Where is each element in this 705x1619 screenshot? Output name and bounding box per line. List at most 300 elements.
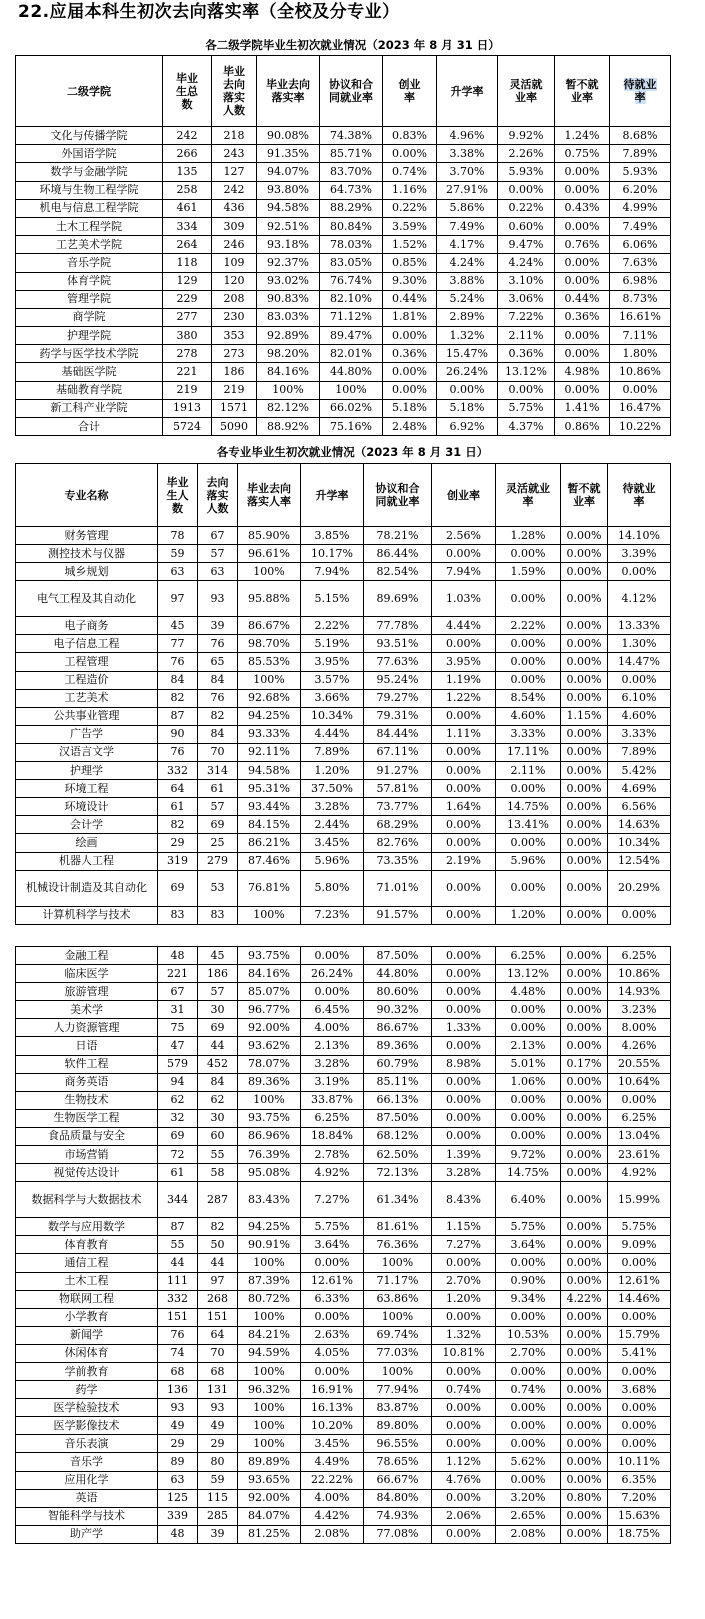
placement-rate-cell: 87.39% bbox=[238, 1272, 301, 1290]
c8-cell: 0.00% bbox=[561, 1308, 608, 1326]
c6-cell: 1.22% bbox=[432, 689, 496, 707]
placement-rate-cell: 80.72% bbox=[238, 1290, 301, 1308]
name-cell: 医学影像技术 bbox=[16, 1417, 158, 1435]
c6-cell: 1.12% bbox=[432, 1453, 496, 1471]
c7-cell: 13.12% bbox=[496, 965, 561, 983]
placed-cell: 120 bbox=[212, 272, 257, 290]
c6-cell: 4.44% bbox=[432, 617, 496, 635]
placement-rate-cell: 89.89% bbox=[238, 1453, 301, 1471]
pending-rate-cell: 6.35% bbox=[608, 1471, 671, 1489]
c5-cell: 62.50% bbox=[364, 1146, 432, 1164]
col-header-pending-rate: 待就业率 bbox=[608, 464, 671, 527]
name-cell: 外国语学院 bbox=[16, 145, 163, 163]
c4-cell: 4.05% bbox=[301, 1344, 364, 1362]
pending-rate-cell: 6.25% bbox=[608, 1109, 671, 1127]
placement-rate-cell: 91.35% bbox=[257, 145, 320, 163]
name-cell: 音乐学院 bbox=[16, 254, 163, 272]
c4-cell: 4.42% bbox=[301, 1507, 364, 1525]
c5-cell: 74.93% bbox=[364, 1507, 432, 1525]
c8-cell: 0.00% bbox=[561, 1471, 608, 1489]
c7-cell: 9.72% bbox=[496, 1146, 561, 1164]
pending-rate-cell: 6.06% bbox=[610, 236, 671, 254]
c8-cell: 0.00% bbox=[561, 852, 608, 870]
placement-rate-cell: 83.43% bbox=[238, 1182, 301, 1218]
graduates-cell: 242 bbox=[163, 127, 212, 145]
pending-rate-cell: 14.93% bbox=[608, 983, 671, 1001]
name-cell: 工程造价 bbox=[16, 671, 158, 689]
graduates-cell: 87 bbox=[158, 1218, 198, 1236]
col-header-flexible-rate: 灵活就业率 bbox=[498, 56, 555, 127]
c6-cell: 4.96% bbox=[437, 127, 498, 145]
graduates-cell: 97 bbox=[158, 581, 198, 617]
c8-cell: 0.00% bbox=[561, 581, 608, 617]
placement-rate-cell: 92.00% bbox=[238, 1489, 301, 1507]
major-row bbox=[16, 707, 671, 725]
placed-cell: 314 bbox=[198, 762, 238, 780]
c7-cell: 0.00% bbox=[496, 1091, 561, 1109]
graduates-cell: 332 bbox=[158, 762, 198, 780]
graduates-cell: 61 bbox=[158, 1164, 198, 1182]
c8-cell: 0.00% bbox=[555, 217, 610, 235]
c4-cell: 33.87% bbox=[301, 1091, 364, 1109]
pending-rate-cell: 15.79% bbox=[608, 1326, 671, 1344]
col-header-college: 二级学院 bbox=[16, 56, 163, 127]
c6-cell: 7.94% bbox=[432, 563, 496, 581]
c7-cell: 9.34% bbox=[496, 1290, 561, 1308]
col-header-placed-count: 毕业去向落实人数 bbox=[212, 56, 257, 127]
name-cell: 绘画 bbox=[16, 834, 158, 852]
placed-cell: 64 bbox=[198, 1326, 238, 1344]
placement-rate-cell: 92.89% bbox=[257, 327, 320, 345]
pending-rate-cell: 10.86% bbox=[610, 363, 671, 381]
college-table-header-row bbox=[16, 56, 671, 127]
c8-cell: 1.15% bbox=[561, 707, 608, 725]
c8-cell: 0.00% bbox=[561, 906, 608, 924]
c4-cell: 4.49% bbox=[301, 1453, 364, 1471]
c7-cell: 0.00% bbox=[496, 581, 561, 617]
name-cell: 人力资源管理 bbox=[16, 1019, 158, 1037]
graduates-cell: 69 bbox=[158, 1127, 198, 1145]
major-row bbox=[16, 617, 671, 635]
pending-rate-cell: 10.86% bbox=[608, 965, 671, 983]
c4-cell: 44.80% bbox=[320, 363, 383, 381]
pending-rate-cell: 14.10% bbox=[608, 527, 671, 545]
name-cell: 计算机科学与技术 bbox=[16, 906, 158, 924]
placed-cell: 109 bbox=[212, 254, 257, 272]
pending-rate-cell: 4.26% bbox=[608, 1037, 671, 1055]
c8-cell: 0.00% bbox=[555, 254, 610, 272]
pending-rate-cell: 12.61% bbox=[608, 1272, 671, 1290]
placement-rate-cell: 92.11% bbox=[238, 743, 301, 761]
name-cell: 体育学院 bbox=[16, 272, 163, 290]
graduates-cell: 48 bbox=[158, 1525, 198, 1543]
major-row bbox=[16, 798, 671, 816]
c8-cell: 0.00% bbox=[561, 527, 608, 545]
name-cell: 护理学 bbox=[16, 762, 158, 780]
pending-rate-cell: 8.73% bbox=[610, 290, 671, 308]
c5-cell: 77.03% bbox=[364, 1344, 432, 1362]
c8-cell: 0.00% bbox=[561, 617, 608, 635]
placed-cell: 60 bbox=[198, 1127, 238, 1145]
placed-cell: 76 bbox=[198, 635, 238, 653]
name-cell: 会计学 bbox=[16, 816, 158, 834]
c4-cell: 3.45% bbox=[301, 834, 364, 852]
placed-cell: 30 bbox=[198, 1001, 238, 1019]
major-row bbox=[16, 1471, 671, 1489]
placement-rate-cell: 84.07% bbox=[238, 1507, 301, 1525]
c6-cell: 1.64% bbox=[432, 798, 496, 816]
c7-cell: 13.12% bbox=[498, 363, 555, 381]
pending-rate-cell: 3.23% bbox=[608, 1001, 671, 1019]
graduates-cell: 62 bbox=[158, 1091, 198, 1109]
name-cell: 工艺美术 bbox=[16, 689, 158, 707]
placement-rate-cell: 96.77% bbox=[238, 1001, 301, 1019]
c4-cell: 7.89% bbox=[301, 743, 364, 761]
c5-cell: 0.74% bbox=[383, 163, 437, 181]
c6-cell: 3.38% bbox=[437, 145, 498, 163]
c5-cell: 89.80% bbox=[364, 1417, 432, 1435]
c4-cell: 3.28% bbox=[301, 1055, 364, 1073]
c8-cell: 0.00% bbox=[561, 834, 608, 852]
c5-cell: 0.36% bbox=[383, 345, 437, 363]
c8-cell: 0.00% bbox=[561, 1019, 608, 1037]
placement-rate-cell: 86.96% bbox=[238, 1127, 301, 1145]
c7-cell: 13.41% bbox=[496, 816, 561, 834]
c6-cell: 3.70% bbox=[437, 163, 498, 181]
placement-rate-cell: 81.25% bbox=[238, 1525, 301, 1543]
placement-rate-cell: 100% bbox=[238, 1362, 301, 1380]
c6-cell: 0.00% bbox=[432, 1073, 496, 1091]
pending-rate-cell: 16.47% bbox=[610, 399, 671, 417]
graduates-cell: 82 bbox=[158, 689, 198, 707]
pending-rate-cell: 0.00% bbox=[608, 1435, 671, 1453]
placed-cell: 186 bbox=[198, 965, 238, 983]
c6-cell: 2.70% bbox=[432, 1272, 496, 1290]
graduates-cell: 125 bbox=[158, 1489, 198, 1507]
c5-cell: 1.52% bbox=[383, 236, 437, 254]
c7-cell: 2.65% bbox=[496, 1507, 561, 1525]
c8-cell: 1.41% bbox=[555, 399, 610, 417]
graduates-cell: 87 bbox=[158, 707, 198, 725]
c5-cell: 63.86% bbox=[364, 1290, 432, 1308]
college-row bbox=[16, 199, 671, 217]
placed-cell: 115 bbox=[198, 1489, 238, 1507]
c8-cell: 0.76% bbox=[555, 236, 610, 254]
graduates-cell: 82 bbox=[158, 816, 198, 834]
placement-rate-cell: 93.75% bbox=[238, 1109, 301, 1127]
graduates-cell: 461 bbox=[163, 199, 212, 217]
placed-cell: 44 bbox=[198, 1037, 238, 1055]
c4-cell: 6.45% bbox=[301, 1001, 364, 1019]
c6-cell: 0.00% bbox=[432, 1091, 496, 1109]
placement-rate-cell: 95.88% bbox=[238, 581, 301, 617]
graduates-cell: 332 bbox=[158, 1290, 198, 1308]
c5-cell: 100% bbox=[364, 1308, 432, 1326]
pending-rate-cell: 0.00% bbox=[608, 671, 671, 689]
pending-rate-cell: 15.99% bbox=[608, 1182, 671, 1218]
c5-cell: 91.27% bbox=[364, 762, 432, 780]
college-row bbox=[16, 254, 671, 272]
graduates-cell: 93 bbox=[158, 1399, 198, 1417]
placed-cell: 127 bbox=[212, 163, 257, 181]
graduates-cell: 135 bbox=[163, 163, 212, 181]
c7-cell: 0.00% bbox=[496, 1362, 561, 1380]
c4-cell: 85.71% bbox=[320, 145, 383, 163]
placed-cell: 131 bbox=[198, 1381, 238, 1399]
c7-cell: 0.00% bbox=[496, 1308, 561, 1326]
c8-cell: 0.00% bbox=[561, 1236, 608, 1254]
c7-cell: 3.06% bbox=[498, 290, 555, 308]
c8-cell: 0.00% bbox=[561, 725, 608, 743]
placed-cell: 93 bbox=[198, 1399, 238, 1417]
c7-cell: 0.00% bbox=[496, 1417, 561, 1435]
c6-cell: 3.88% bbox=[437, 272, 498, 290]
major-row bbox=[16, 1507, 671, 1525]
col-header-not-employed-rate: 暂不就业率 bbox=[561, 464, 608, 527]
name-cell: 市场营销 bbox=[16, 1146, 158, 1164]
placed-cell: 208 bbox=[212, 290, 257, 308]
placed-cell: 353 bbox=[212, 327, 257, 345]
c7-cell: 0.00% bbox=[496, 635, 561, 653]
name-cell: 土木工程学院 bbox=[16, 217, 163, 235]
graduates-cell: 129 bbox=[163, 272, 212, 290]
placed-cell: 30 bbox=[198, 1109, 238, 1127]
c8-cell: 4.22% bbox=[561, 1290, 608, 1308]
c5-cell: 57.81% bbox=[364, 780, 432, 798]
major-row bbox=[16, 581, 671, 617]
c7-cell: 2.26% bbox=[498, 145, 555, 163]
pending-rate-cell: 4.60% bbox=[608, 707, 671, 725]
c5-cell: 5.18% bbox=[383, 399, 437, 417]
col-header-placement-rate: 毕业去向落实率 bbox=[257, 56, 320, 127]
college-row bbox=[16, 363, 671, 381]
pending-rate-cell: 9.09% bbox=[608, 1236, 671, 1254]
c4-cell: 66.02% bbox=[320, 399, 383, 417]
major-row bbox=[16, 1164, 671, 1182]
graduates-cell: 90 bbox=[158, 725, 198, 743]
college-row bbox=[16, 272, 671, 290]
c8-cell: 0.00% bbox=[561, 1091, 608, 1109]
c8-cell: 0.00% bbox=[561, 1001, 608, 1019]
c7-cell: 5.01% bbox=[496, 1055, 561, 1073]
major-row bbox=[16, 1290, 671, 1308]
c7-cell: 0.00% bbox=[496, 1471, 561, 1489]
c5-cell: 66.67% bbox=[364, 1471, 432, 1489]
c6-cell: 0.00% bbox=[432, 1399, 496, 1417]
c6-cell: 27.91% bbox=[437, 181, 498, 199]
major-row bbox=[16, 780, 671, 798]
placement-rate-cell: 93.33% bbox=[238, 725, 301, 743]
name-cell: 环境与生物工程学院 bbox=[16, 181, 163, 199]
c7-cell: 2.11% bbox=[496, 762, 561, 780]
major-row bbox=[16, 816, 671, 834]
graduates-cell: 67 bbox=[158, 983, 198, 1001]
placement-rate-cell: 93.62% bbox=[238, 1037, 301, 1055]
c8-cell: 0.80% bbox=[561, 1489, 608, 1507]
c5-cell: 89.69% bbox=[364, 581, 432, 617]
major-row bbox=[16, 1308, 671, 1326]
major-row bbox=[16, 1489, 671, 1507]
c4-cell: 12.61% bbox=[301, 1272, 364, 1290]
graduates-cell: 5724 bbox=[163, 418, 212, 436]
c8-cell: 0.00% bbox=[561, 671, 608, 689]
c7-cell: 0.00% bbox=[498, 381, 555, 399]
c5-cell: 81.61% bbox=[364, 1218, 432, 1236]
name-cell: 生物医学工程 bbox=[16, 1109, 158, 1127]
graduates-cell: 334 bbox=[163, 217, 212, 235]
c8-cell: 0.00% bbox=[561, 1109, 608, 1127]
c6-cell: 5.86% bbox=[437, 199, 498, 217]
pending-rate-cell: 0.00% bbox=[610, 381, 671, 399]
c6-cell: 6.92% bbox=[437, 418, 498, 436]
c5-cell: 95.24% bbox=[364, 671, 432, 689]
col-header-contract-rate: 协议和合同就业率 bbox=[320, 56, 383, 127]
placed-cell: 63 bbox=[198, 563, 238, 581]
c5-cell: 87.50% bbox=[364, 1109, 432, 1127]
pending-rate-cell: 15.63% bbox=[608, 1507, 671, 1525]
placement-rate-cell: 90.08% bbox=[257, 127, 320, 145]
placed-cell: 76 bbox=[198, 689, 238, 707]
placement-rate-cell: 92.68% bbox=[238, 689, 301, 707]
c7-cell: 0.60% bbox=[498, 217, 555, 235]
graduates-cell: 69 bbox=[158, 870, 198, 906]
c4-cell: 5.96% bbox=[301, 852, 364, 870]
col-header-further-study-rate: 升学率 bbox=[301, 464, 364, 527]
col-header-graduates: 毕业生人数 bbox=[158, 464, 198, 527]
pending-rate-cell: 7.89% bbox=[608, 743, 671, 761]
placed-cell: 62 bbox=[198, 1091, 238, 1109]
c4-cell: 2.44% bbox=[301, 816, 364, 834]
c5-cell: 77.63% bbox=[364, 653, 432, 671]
placement-rate-cell: 85.53% bbox=[238, 653, 301, 671]
c6-cell: 3.95% bbox=[432, 653, 496, 671]
c5-cell: 0.83% bbox=[383, 127, 437, 145]
c8-cell: 0.00% bbox=[561, 635, 608, 653]
placement-rate-cell: 94.25% bbox=[238, 1218, 301, 1236]
name-cell: 环境工程 bbox=[16, 780, 158, 798]
graduates-cell: 72 bbox=[158, 1146, 198, 1164]
c7-cell: 0.00% bbox=[496, 1001, 561, 1019]
college-row bbox=[16, 418, 671, 436]
c5-cell: 68.29% bbox=[364, 816, 432, 834]
graduates-cell: 44 bbox=[158, 1254, 198, 1272]
c4-cell: 82.01% bbox=[320, 345, 383, 363]
c7-cell: 1.06% bbox=[496, 1073, 561, 1091]
placed-cell: 273 bbox=[212, 345, 257, 363]
name-cell: 测控技术与仪器 bbox=[16, 545, 158, 563]
c8-cell: 0.00% bbox=[561, 1381, 608, 1399]
placed-cell: 268 bbox=[198, 1290, 238, 1308]
c7-cell: 0.22% bbox=[498, 199, 555, 217]
placed-cell: 279 bbox=[198, 852, 238, 870]
pending-rate-cell: 13.33% bbox=[608, 617, 671, 635]
c4-cell: 100% bbox=[320, 381, 383, 399]
major-row bbox=[16, 1272, 671, 1290]
c5-cell: 73.35% bbox=[364, 852, 432, 870]
graduates-cell: 221 bbox=[158, 965, 198, 983]
name-cell: 汉语言文学 bbox=[16, 743, 158, 761]
placement-rate-cell: 93.18% bbox=[257, 236, 320, 254]
c8-cell: 0.00% bbox=[561, 1435, 608, 1453]
c6-cell: 1.11% bbox=[432, 725, 496, 743]
placement-rate-cell: 76.39% bbox=[238, 1146, 301, 1164]
placed-cell: 218 bbox=[212, 127, 257, 145]
c4-cell: 3.85% bbox=[301, 527, 364, 545]
c4-cell: 89.47% bbox=[320, 327, 383, 345]
name-cell: 音乐表演 bbox=[16, 1435, 158, 1453]
name-cell: 休闲体育 bbox=[16, 1344, 158, 1362]
c7-cell: 4.37% bbox=[498, 418, 555, 436]
c7-cell: 0.00% bbox=[496, 1435, 561, 1453]
major-row bbox=[16, 1417, 671, 1435]
c8-cell: 0.00% bbox=[555, 181, 610, 199]
name-cell: 药学 bbox=[16, 1381, 158, 1399]
placed-cell: 58 bbox=[198, 1164, 238, 1182]
c8-cell: 0.00% bbox=[561, 780, 608, 798]
graduates-cell: 68 bbox=[158, 1362, 198, 1380]
c8-cell: 0.00% bbox=[555, 272, 610, 290]
placed-cell: 83 bbox=[198, 906, 238, 924]
c5-cell: 69.74% bbox=[364, 1326, 432, 1344]
c4-cell: 5.19% bbox=[301, 635, 364, 653]
placement-rate-cell: 84.15% bbox=[238, 816, 301, 834]
c5-cell: 61.34% bbox=[364, 1182, 432, 1218]
c5-cell: 2.48% bbox=[383, 418, 437, 436]
placement-rate-cell: 100% bbox=[238, 906, 301, 924]
c8-cell: 0.36% bbox=[555, 308, 610, 326]
c6-cell: 4.24% bbox=[437, 254, 498, 272]
c4-cell: 18.84% bbox=[301, 1127, 364, 1145]
pending-rate-cell: 3.33% bbox=[608, 725, 671, 743]
graduates-cell: 59 bbox=[158, 545, 198, 563]
c6-cell: 8.43% bbox=[432, 1182, 496, 1218]
pending-rate-cell: 5.41% bbox=[608, 1344, 671, 1362]
c8-cell: 0.00% bbox=[561, 1218, 608, 1236]
major-row bbox=[16, 563, 671, 581]
pending-rate-cell: 10.64% bbox=[608, 1073, 671, 1091]
c6-cell: 1.32% bbox=[432, 1326, 496, 1344]
college-row bbox=[16, 236, 671, 254]
c5-cell: 80.60% bbox=[364, 983, 432, 1001]
major-row bbox=[16, 1362, 671, 1380]
c7-cell: 5.96% bbox=[496, 852, 561, 870]
pending-rate-cell: 5.42% bbox=[608, 762, 671, 780]
c8-cell: 0.00% bbox=[561, 689, 608, 707]
name-cell: 电气工程及其自动化 bbox=[16, 581, 158, 617]
major-row bbox=[16, 1381, 671, 1399]
pending-rate-cell: 0.00% bbox=[608, 563, 671, 581]
c5-cell: 0.00% bbox=[383, 381, 437, 399]
c4-cell: 3.19% bbox=[301, 1073, 364, 1091]
placed-cell: 55 bbox=[198, 1146, 238, 1164]
placement-rate-cell: 93.65% bbox=[238, 1471, 301, 1489]
c8-cell: 0.00% bbox=[555, 163, 610, 181]
major-row bbox=[16, 689, 671, 707]
c7-cell: 2.13% bbox=[496, 1037, 561, 1055]
name-cell: 金融工程 bbox=[16, 947, 158, 965]
placed-cell: 151 bbox=[198, 1308, 238, 1326]
c6-cell: 1.19% bbox=[432, 671, 496, 689]
c7-cell: 1.28% bbox=[496, 527, 561, 545]
c8-cell: 0.00% bbox=[561, 1182, 608, 1218]
graduates-cell: 74 bbox=[158, 1344, 198, 1362]
placement-rate-cell: 100% bbox=[238, 1308, 301, 1326]
pending-rate-cell: 14.63% bbox=[608, 816, 671, 834]
placed-cell: 68 bbox=[198, 1362, 238, 1380]
c7-cell: 0.00% bbox=[496, 1399, 561, 1417]
major-row bbox=[16, 1218, 671, 1236]
graduates-cell: 76 bbox=[158, 1326, 198, 1344]
